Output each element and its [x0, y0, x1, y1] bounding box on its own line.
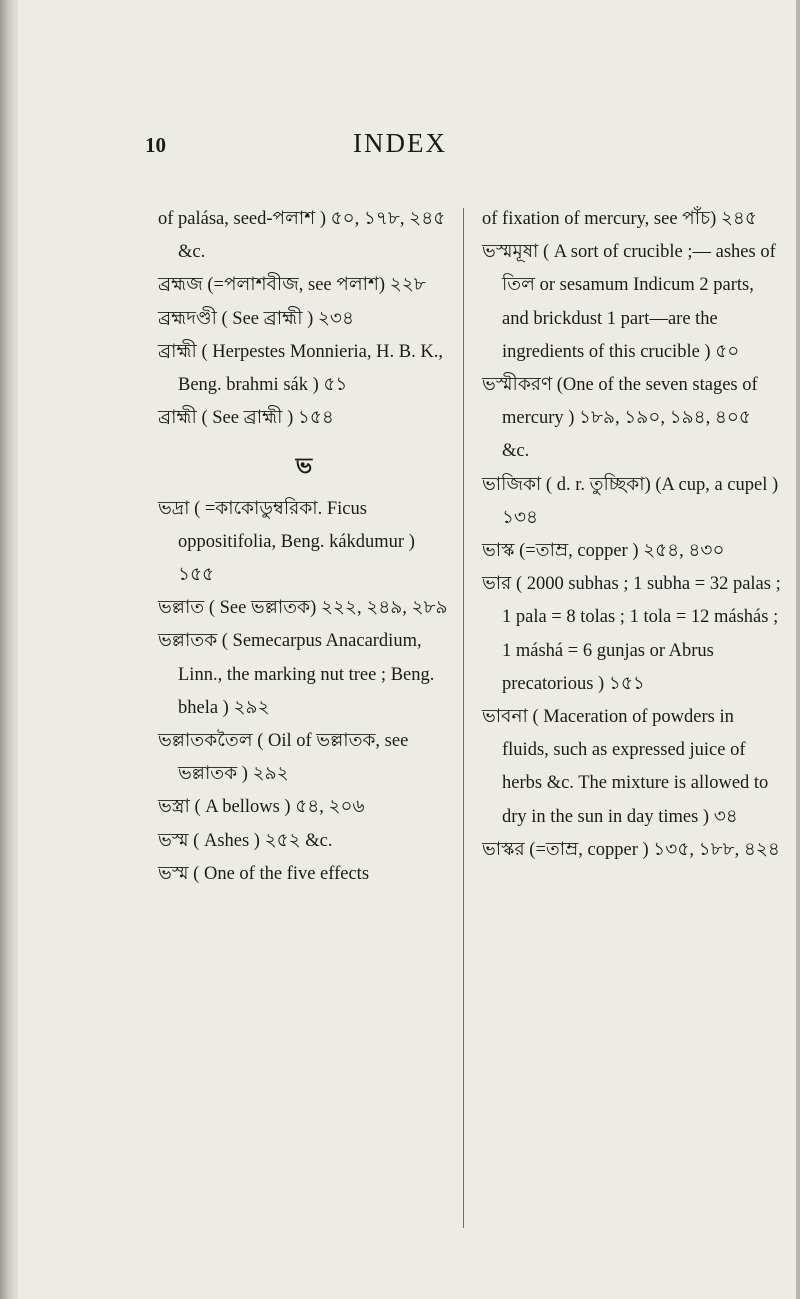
- index-entry: of palása, seed-পলাশ ) ৫০, ১৭৮, ২৪৫ &c.: [158, 209, 446, 263]
- running-head: INDEX: [353, 128, 447, 158]
- index-entry: ভস্মীকরণ (One of the seven stages of mercury ) ১৮৯, ১৯০, ১৯৪, ৪০৫ &c.: [482, 375, 758, 462]
- book-binding-shadow: [0, 0, 18, 1299]
- section-letter: ভ: [295, 453, 313, 479]
- index-entry: ভস্ম ( Ashes ) ২৫২ &c.: [158, 830, 333, 851]
- column-divider: [463, 208, 464, 1228]
- right-column: [482, 203, 782, 867]
- index-entry: ভল্লাতকতৈল ( Oil of ভল্লাতক, see ভল্লাতক ) ২৯২: [158, 731, 409, 785]
- index-entry: ভার ( 2000 subhas ; 1 subha = 32 palas ; 1 pala = 8 tolas ; 1 tola = 12 máshás ; 1 máshá = 6 gunjas or Abrus precatorious ) ১৫১: [482, 574, 781, 694]
- index-entry: ভাজিকা ( d. r. তুচ্ছিকা) (A cup, a cupel ) ১৩৪: [482, 474, 779, 528]
- index-entry: ভস্মমূষা ( A sort of crucible ;— ashes of তিল or sesamum Indicum 2 parts, and brickdust 1 part—are the ingredients of this crucible ) ৫০: [482, 242, 776, 362]
- index-entry: ব্রাহ্মী ( See ব্রাহ্মী ) ১৫৪: [158, 408, 334, 429]
- index-entry: ভদ্রা ( =কাকোডুম্বরিকা. Ficus oppositifolia, Beng. kákdumur ) ১৫৫: [158, 498, 415, 586]
- page-number: 10: [145, 133, 166, 157]
- index-entry: ভস্ত্রা ( A bellows ) ৫৪, ২০৬: [158, 797, 365, 818]
- index-entry: ভাস্ক (=তাম্র, copper ) ২৫৪, ৪৩০: [482, 541, 725, 562]
- index-entry: of fixation of mercury, see পাঁচ) ২৪৫: [482, 209, 757, 229]
- index-entry: ভাবনা ( Maceration of powders in fluids, such as expressed juice of herbs &c. The mixture is allowed to dry in the sun in day times ) ৩৪: [482, 707, 769, 827]
- index-entry: ভাস্কর (=তাম্র, copper ) ১৩৫, ১৮৮, ৪২৪: [482, 839, 780, 860]
- index-entry: ভল্লাত ( See ভল্লাতক) ২২২, ২৪৯, ২৮৯: [158, 598, 448, 619]
- left-column: [158, 203, 450, 891]
- page-edge: [796, 0, 800, 1299]
- index-entry: ব্রাহ্মী ( Herpestes Monnieria, H. B. K., Beng. brahmi sák ) ৫১: [158, 341, 443, 396]
- index-entry: ব্রহ্মজ (=পলাশবীজ, see পলাশ) ২২৮: [158, 275, 426, 296]
- index-entry: ভস্ম ( One of the five effects: [158, 863, 370, 884]
- index-entry: ব্রহ্মদণ্ডী ( See ব্রাহ্মী ) ২৩৪: [158, 308, 354, 329]
- index-entry: ভল্লাতক ( Semecarpus Anacardium, Linn., the marking nut tree ; Beng. bhela ) ২৯২: [158, 631, 435, 718]
